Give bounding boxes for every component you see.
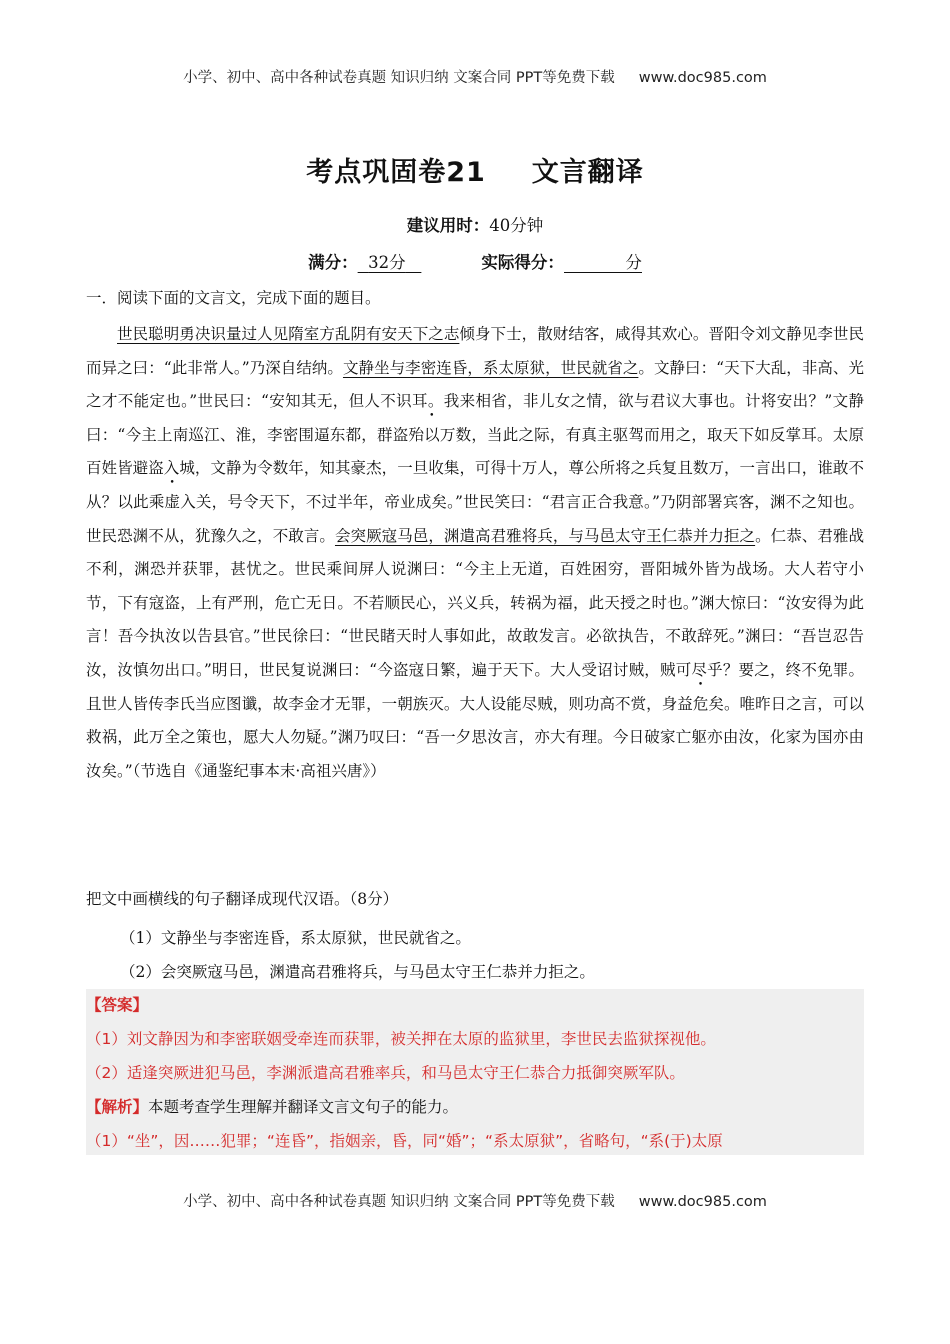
footer-text: 小学、初中、高中各种试卷真题 知识归纳 文案合同 PPT等免费下载 [183,1194,615,1210]
dotted-char-yi: 益 [677,694,693,713]
dotted-char-cheng: 乘 [148,492,165,511]
page-footer [0,1190,950,1211]
underlined-sentence-0: 世民聪明勇决识量过人见隋室方乱阴有安天下之志 [117,325,460,343]
analysis-1: （1）“坐”，因……犯罪；“连昏”，指姻亲，昏，同“婚”；“系太原狱”，省略句，“系(于)太原 [86,1132,723,1150]
time-value: 40分钟 [489,216,544,235]
answer-box [86,989,864,1155]
analysis-label: 【解析】 [86,1098,149,1116]
actual-score-blank: 分 [564,254,642,273]
analysis-text: 本题考查学生理解并翻译文言文句子的能力。 [148,1098,459,1116]
suggested-time [0,212,950,236]
page-title [0,150,950,189]
answer-2: （2）适逢突厥进犯马邑，李渊派遣高君雅率兵，和马邑太守王仁恭合力抵御突厥军队。 [86,1064,685,1082]
title-left: 考点巩固卷21 [306,157,486,188]
section-intro: 一．阅读下面的文言文，完成下面的题目。 [86,289,381,307]
actual-score-label: 实际得分： [481,253,564,272]
question-1: （1）文静坐与李密连昏，系太原狱，世民就省之。 [120,929,471,947]
title-right: 文言翻译 [531,157,644,188]
underlined-sentence-2: 会突厥寇马邑，渊遣高君雅将兵，与马邑太守王仁恭并力拒之 [334,526,756,545]
underlined-sentence-1: 文静坐与李密连昏，系太原狱，世民就省之 [342,358,639,377]
header-text: 小学、初中、高中各种试卷真题 知识归纳 文案合同 PPT等免费下载 [183,70,615,86]
answer-label: 【答案】 [86,996,149,1014]
answer-1: （1）刘文静因为和李密联姻受牵连而获罪，被关押在太原的监狱里，李世民去监狱探视他。 [86,1030,716,1048]
header-site-link[interactable]: www.doc985.com [638,70,767,86]
dotted-char-dai: 殆 [408,425,425,444]
full-score-label: 满分： [308,253,358,272]
question-instruction: 把文中画横线的句子翻译成现代汉语。（8分） [86,890,399,908]
page-header [0,66,950,87]
full-score-value: 32分 [368,253,406,272]
analysis-line [86,1095,458,1117]
time-label: 建议用时： [406,216,490,235]
score-line [0,249,950,273]
classical-passage: 世民聪明勇决识量过人见隋室方乱阴有安天下之志倾身下士，散财结客，咸得其欢心。晋阳令刘文静见李世民而异之曰：“此非常人。”乃深自结纳。文静坐与李密连昏，系太原狱，世民就省之。文静曰：“天下大乱，非高、光之才不能定也。”世民曰：“安知其无，但人不识耳。我来相省，非儿女之情，欲与君议大事也。计将安出？”文静曰：“今主上南巡江、淮，李密围逼东都，群盗殆以万数，当此之际，有真主驱驾而用之，取天下如反掌耳。太原百姓皆避盗入城，文静为令数年，知其豪杰，一旦收集，可得十万人，尊公所将之兵复且数万，一言出口，谁敢不从？以此乘虚入关，号令天下，不过半年，帝业成矣。”世民笑曰：“君言正合我意。”乃阴部署宾客，渊不之知也。世民恐渊不从，犹豫久之，不敢言。会突厥寇马邑，渊遣高君雅将兵，与马邑太守王仁恭并力拒之。仁恭、君雅战不利，渊恐并获罪，甚忧之。世民乘间屏人说渊曰：“今主上无道，百姓困穷，晋阳城外皆为战场。大人若守小节，下有寇盗，上有严刑，危亡无日。不若顺民心，兴义兵，转祸为福，此天授之时也。”渊大惊曰：“汝安得为此言！吾今执汝以告县官。”世民徐曰：“世民睹天时人事如此，故敢发言。必欲执告，不敢辞死。”渊曰：“吾岂忍告汝，汝慎勿出口。”明日，世民复说渊曰：“今盗寇日繁，遍于天下。大人受诏讨贼，贼可尽乎？要之，终不免罪。且世人皆传李氏当应图谶，故李金才无罪，一朝族灭。大人设能尽贼，则功高不赏，身益危矣。唯昨日之言，可以救祸，此万全之策也，愿大人勿疑。”渊乃叹曰：“吾一夕思汝言，亦大有理。今日破家亡躯亦由汝，化家为国亦由汝矣。”（节选自《通鉴纪事本末·高祖兴唐》） [86,325,864,780]
footer-site-link[interactable]: www.doc985.com [638,1194,767,1210]
question-2: （2）会突厥寇马邑，渊遣高君雅将兵，与马邑太守王仁恭并力拒之。 [120,963,595,981]
